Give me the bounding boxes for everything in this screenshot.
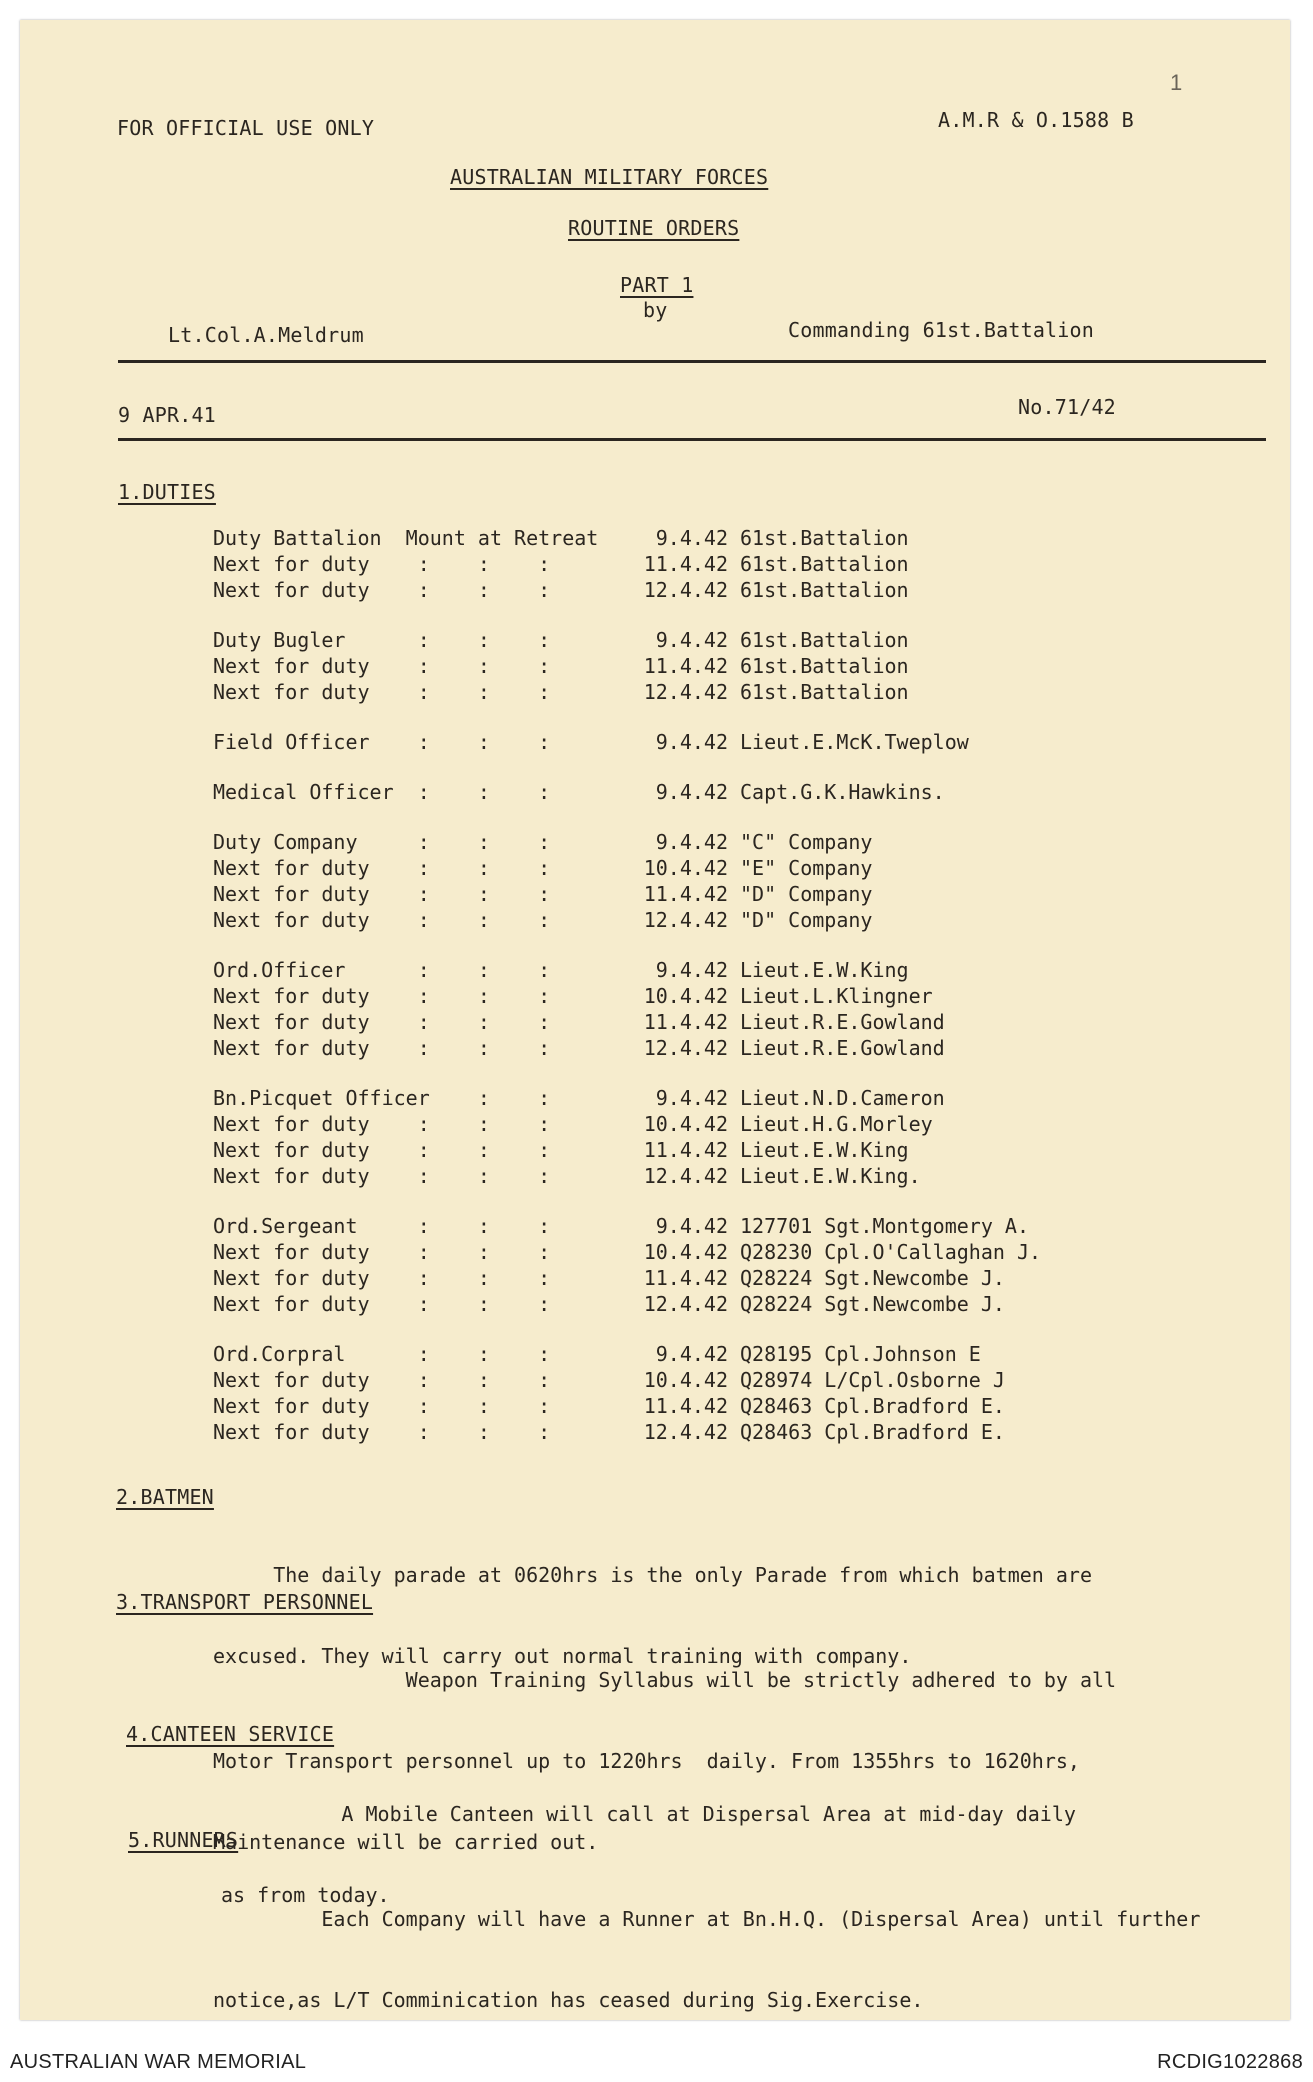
duty-role: Next for duty : : :: [213, 1368, 551, 1392]
duty-date: 12.4.42: [643, 908, 728, 932]
duty-role: Next for duty : : :: [213, 1394, 551, 1418]
duty-date: 11.4.42: [643, 1010, 728, 1034]
duty-date: 9.4.42: [655, 730, 728, 754]
duty-role: Duty Company : : :: [213, 830, 551, 854]
duty-role: Duty Bugler : : :: [213, 628, 551, 652]
duty-role: Next for duty : : :: [213, 552, 551, 576]
form-reference: A.M.R & O.1588 B: [938, 108, 1134, 132]
duty-date: 12.4.42: [643, 1164, 728, 1188]
duty-role: Ord.Officer : : :: [213, 958, 551, 982]
duty-date: 11.4.42: [643, 882, 728, 906]
duty-date: 9.4.42: [655, 958, 728, 982]
duty-role: Next for duty : : :: [213, 882, 551, 906]
section-batmen-title: 2.BATMEN: [116, 1485, 214, 1509]
duty-role: Duty Battalion Mount at Retreat: [213, 526, 599, 550]
duty-assignee: Lieut.E.W.King.: [740, 1164, 921, 1188]
runners-line: Each Company will have a Runner at Bn.H.Q. (Dispersal Area) until further: [213, 1907, 1201, 1931]
section-transport-title: 3.TRANSPORT PERSONNEL: [116, 1590, 374, 1614]
transport-line: Maintenance will be carried out.: [213, 1830, 599, 1854]
section-runners-title: 5.RUNNERS: [128, 1828, 239, 1852]
duty-assignee: Q28230 Cpl.O'Callaghan J.: [740, 1240, 1042, 1264]
organisation-title: AUSTRALIAN MILITARY FORCES: [450, 165, 769, 189]
header-rule-top: [118, 360, 1266, 363]
duty-assignee: "D" Company: [740, 908, 873, 932]
duty-assignee: 61st.Battalion: [740, 628, 909, 652]
duty-role: Medical Officer : : :: [213, 780, 551, 804]
duty-role: Ord.Corpral : : :: [213, 1342, 551, 1366]
archive-catalogue-number: RCDIG1022868: [1157, 2051, 1303, 2073]
duty-assignee: 127701 Sgt.Montgomery A.: [740, 1214, 1029, 1238]
duty-assignee: 61st.Battalion: [740, 680, 909, 704]
batmen-line: The daily parade at 0620hrs is the only Parade from which batmen are: [213, 1563, 1092, 1587]
duty-role: Next for duty : : :: [213, 578, 551, 602]
duty-role: Field Officer : : :: [213, 730, 551, 754]
duty-date: 9.4.42: [655, 780, 728, 804]
duty-assignee: Lieut.E.W.King: [740, 958, 909, 982]
duty-assignee: Lieut.L.Klingner: [740, 984, 933, 1008]
duty-assignee: Q28224 Sgt.Newcombe J.: [740, 1266, 1005, 1290]
duty-assignee: Q28974 L/Cpl.Osborne J: [740, 1368, 1005, 1392]
duty-date: 9.4.42: [655, 1086, 728, 1110]
duty-date: 12.4.42: [643, 578, 728, 602]
order-date: 9 APR.41: [118, 403, 216, 427]
duty-role: Next for duty : : :: [213, 984, 551, 1008]
duty-date: 9.4.42: [655, 628, 728, 652]
classification: FOR OFFICIAL USE ONLY: [117, 116, 375, 140]
duty-role: Next for duty : : :: [213, 1112, 551, 1136]
duty-assignee: Lieut.R.E.Gowland: [740, 1036, 945, 1060]
duty-date: 12.4.42: [643, 1420, 728, 1444]
duty-role: Next for duty : : :: [213, 1036, 551, 1060]
issuing-officer: Lt.Col.A.Meldrum: [168, 323, 364, 347]
duty-date: 10.4.42: [643, 856, 728, 880]
duty-date: 11.4.42: [643, 1138, 728, 1162]
header-rule-bottom: [118, 438, 1266, 441]
duty-assignee: Q28224 Sgt.Newcombe J.: [740, 1292, 1005, 1316]
duty-assignee: Q28463 Cpl.Bradford E.: [740, 1394, 1005, 1418]
duty-date: 9.4.42: [655, 830, 728, 854]
duty-date: 11.4.42: [643, 1266, 728, 1290]
runners-line: notice,as L/T Comminication has ceased during Sig.Exercise.: [213, 1988, 924, 2012]
duty-role: Next for duty : : :: [213, 1164, 551, 1188]
duty-date: 10.4.42: [643, 1368, 728, 1392]
batmen-line: excused. They will carry out normal training with company.: [213, 1644, 912, 1668]
duty-assignee: Q28463 Cpl.Bradford E.: [740, 1420, 1005, 1444]
transport-line: Motor Transport personnel up to 1220hrs daily. From 1355hrs to 1620hrs,: [213, 1749, 1080, 1773]
transport-line: Weapon Training Syllabus will be strictly adhered to by all: [213, 1668, 1117, 1692]
duty-role: Bn.Picquet Officer : :: [213, 1086, 551, 1110]
duty-role: Next for duty : : :: [213, 680, 551, 704]
duty-assignee: "E" Company: [740, 856, 873, 880]
document-page: [20, 20, 1290, 2020]
duty-role: Next for duty : : :: [213, 1292, 551, 1316]
canteen-line: as from today.: [221, 1883, 390, 1907]
duty-date: 10.4.42: [643, 1112, 728, 1136]
duty-role: Ord.Sergeant : : :: [213, 1214, 551, 1238]
duty-assignee: Capt.G.K.Hawkins.: [740, 780, 945, 804]
duty-assignee: "C" Company: [740, 830, 873, 854]
duty-role: Next for duty : : :: [213, 654, 551, 678]
duty-assignee: Lieut.E.McK.Tweplow: [740, 730, 969, 754]
duty-assignee: 61st.Battalion: [740, 578, 909, 602]
duty-role: Next for duty : : :: [213, 1240, 551, 1264]
duty-date: 12.4.42: [643, 1036, 728, 1060]
section-canteen-title: 4.CANTEEN SERVICE: [126, 1722, 335, 1746]
duty-assignee: 61st.Battalion: [740, 552, 909, 576]
duty-date: 12.4.42: [643, 680, 728, 704]
duty-date: 10.4.42: [643, 984, 728, 1008]
document-title: ROUTINE ORDERS: [568, 216, 740, 240]
duty-role: Next for duty : : :: [213, 908, 551, 932]
duty-role: Next for duty : : :: [213, 1010, 551, 1034]
duty-date: 9.4.42: [655, 1214, 728, 1238]
archive-source: AUSTRALIAN WAR MEMORIAL: [10, 2051, 307, 2073]
duty-date: 11.4.42: [643, 552, 728, 576]
duty-date: 9.4.42: [655, 526, 728, 550]
duty-assignee: Lieut.H.G.Morley: [740, 1112, 933, 1136]
duty-role: Next for duty : : :: [213, 1138, 551, 1162]
duty-date: 11.4.42: [643, 1394, 728, 1418]
runners-text: [213, 1852, 1200, 2020]
duty-role: Next for duty : : :: [213, 1420, 551, 1444]
duty-date: 12.4.42: [643, 1292, 728, 1316]
duty-assignee: "D" Company: [740, 882, 873, 906]
duty-assignee: Lieut.R.E.Gowland: [740, 1010, 945, 1034]
duty-date: 10.4.42: [643, 1240, 728, 1264]
duty-assignee: 61st.Battalion: [740, 526, 909, 550]
by-label: by: [643, 298, 668, 322]
duty-date: 9.4.42: [655, 1342, 728, 1366]
duty-assignee: Lieut.N.D.Cameron: [740, 1086, 945, 1110]
duty-role: Next for duty : : :: [213, 856, 551, 880]
page-number-mark: 1: [1170, 70, 1183, 95]
section-duties-title: 1.DUTIES: [118, 480, 216, 504]
canteen-line: A Mobile Canteen will call at Dispersal Area at mid-day daily: [221, 1802, 1076, 1826]
duty-assignee: 61st.Battalion: [740, 654, 909, 678]
duty-role: Next for duty : : :: [213, 1266, 551, 1290]
duty-assignee: Lieut.E.W.King: [740, 1138, 909, 1162]
part-label: PART 1: [620, 273, 694, 297]
duty-assignee: Q28195 Cpl.Johnson E: [740, 1342, 981, 1366]
duty-date: 11.4.42: [643, 654, 728, 678]
order-number: No.71/42: [1018, 395, 1116, 419]
officer-appointment: Commanding 61st.Battalion: [788, 318, 1095, 342]
